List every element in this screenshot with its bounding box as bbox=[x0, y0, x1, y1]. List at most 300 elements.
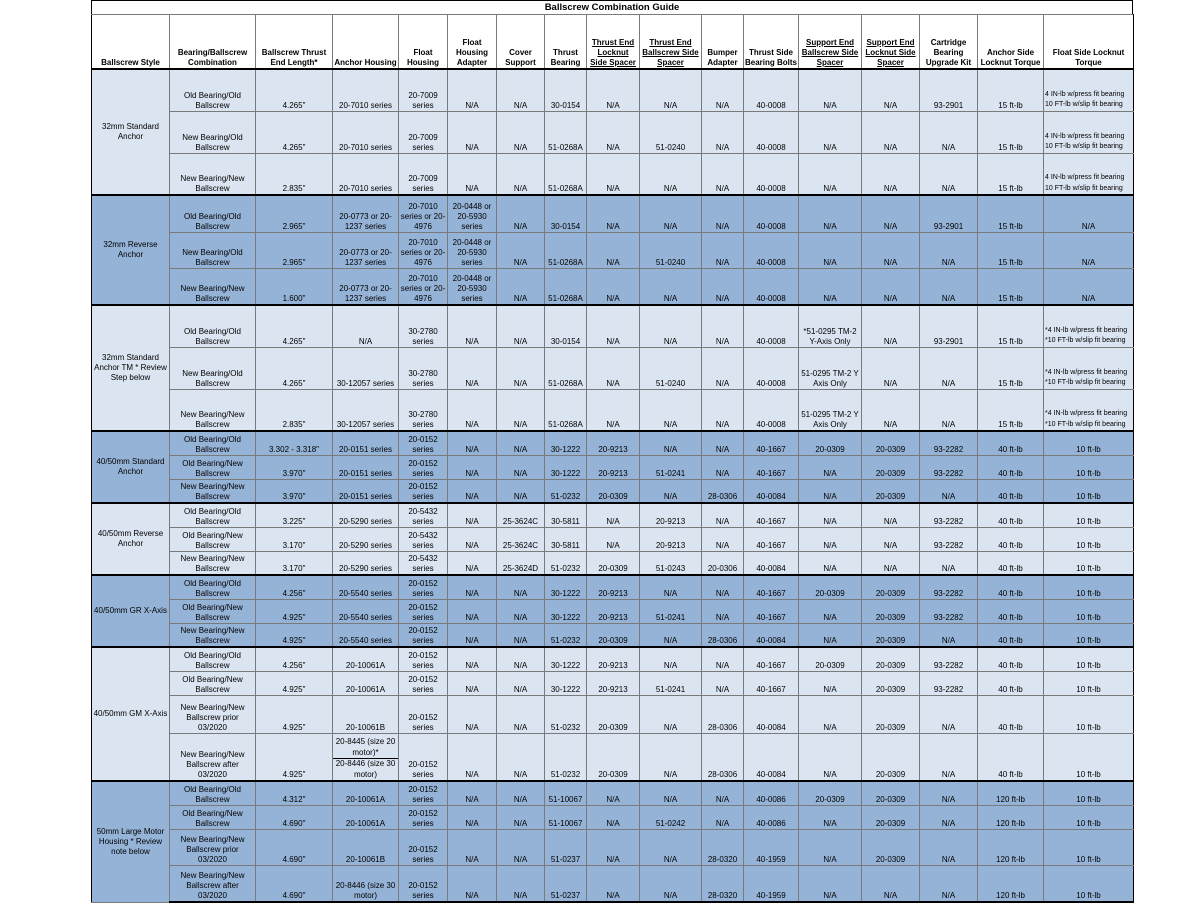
cell: New Bearing/Old Ballscrew bbox=[170, 111, 256, 153]
ballscrew-style-cell: 40/50mm GR X-Axis bbox=[92, 575, 170, 647]
cell: 28-0306 bbox=[702, 623, 744, 647]
cell: N/A bbox=[448, 503, 497, 527]
cell: Old Bearing/New Ballscrew bbox=[170, 527, 256, 551]
float-torque-line: *4 IN-lb w/press fit bearing bbox=[1045, 326, 1128, 334]
cell: 30-1222 bbox=[545, 431, 587, 455]
cell: 51-0268A bbox=[545, 347, 587, 389]
table-row bbox=[92, 647, 1134, 671]
cell: 40 ft-lb bbox=[978, 647, 1044, 671]
cell: 93-2282 bbox=[920, 647, 978, 671]
cell: N/A bbox=[497, 805, 545, 829]
cell: N/A bbox=[448, 479, 497, 503]
cell: N/A bbox=[702, 575, 744, 599]
cell: 20-0773 or 20-1237 series bbox=[333, 268, 399, 305]
table-row bbox=[92, 455, 1134, 479]
cell: 30-1222 bbox=[545, 575, 587, 599]
sheet-title: Ballscrew Combination Guide bbox=[91, 0, 1133, 14]
cell: 4.925" bbox=[256, 599, 333, 623]
cell: 40-1667 bbox=[744, 527, 799, 551]
cell: N/A bbox=[862, 305, 920, 347]
cell: 20-0309 bbox=[862, 575, 920, 599]
ballscrew-style-cell: 40/50mm Standard Anchor bbox=[92, 431, 170, 503]
header-cell: Bearing/Ballscrew Combination bbox=[170, 15, 256, 70]
float-torque-cell bbox=[1044, 111, 1134, 153]
cell: N/A bbox=[448, 551, 497, 575]
cell: N/A bbox=[702, 599, 744, 623]
cell: 40-0084 bbox=[744, 479, 799, 503]
cell: 20-10061B bbox=[333, 695, 399, 733]
cell: N/A bbox=[497, 232, 545, 268]
cell: N/A bbox=[799, 232, 862, 268]
cell: 93-2901 bbox=[920, 195, 978, 232]
table-row bbox=[92, 781, 1134, 805]
cell: N/A bbox=[448, 829, 497, 865]
cell: 28-0306 bbox=[702, 733, 744, 781]
cell: 20-10061A bbox=[333, 671, 399, 695]
cell: 93-2282 bbox=[920, 599, 978, 623]
cell: Old Bearing/New Ballscrew bbox=[170, 805, 256, 829]
cell: 51-0241 bbox=[640, 455, 702, 479]
cell: 30-2780 series bbox=[399, 389, 448, 431]
cell: N/A bbox=[702, 69, 744, 111]
cell: N/A bbox=[862, 347, 920, 389]
cell: 4.312" bbox=[256, 781, 333, 805]
cell: N/A bbox=[702, 431, 744, 455]
cell: Old Bearing/New Ballscrew bbox=[170, 455, 256, 479]
cell: 51-0232 bbox=[545, 695, 587, 733]
cell: N/A bbox=[497, 69, 545, 111]
cell: 20-0448 or 20-5930 series bbox=[448, 268, 497, 305]
cell: N/A bbox=[448, 111, 497, 153]
cell: 40-1667 bbox=[744, 599, 799, 623]
cell: 3.225" bbox=[256, 503, 333, 527]
cell: 93-2282 bbox=[920, 455, 978, 479]
header-cell: Thrust Bearing bbox=[545, 15, 587, 70]
cell: N/A bbox=[497, 781, 545, 805]
cell: 40-0008 bbox=[744, 153, 799, 195]
cell: 20-5432 series bbox=[399, 527, 448, 551]
cell: 40 ft-lb bbox=[978, 733, 1044, 781]
cell: 3.170" bbox=[256, 527, 333, 551]
cell: 51-0232 bbox=[545, 623, 587, 647]
cell: N/A bbox=[497, 695, 545, 733]
cell: 20-0309 bbox=[587, 623, 640, 647]
cell: N/A bbox=[448, 781, 497, 805]
cell: 40-0084 bbox=[744, 551, 799, 575]
cell: 51-0232 bbox=[545, 479, 587, 503]
cell: N/A bbox=[920, 551, 978, 575]
cell: 3.970" bbox=[256, 455, 333, 479]
cell: N/A bbox=[920, 153, 978, 195]
cell: *51-0295 TM-2 Y-Axis Only bbox=[799, 305, 862, 347]
table-row bbox=[92, 829, 1134, 865]
cell: N/A bbox=[862, 503, 920, 527]
header-cell bbox=[640, 15, 702, 70]
header-cell: Anchor Side Locknut Torque bbox=[978, 15, 1044, 70]
cell: N/A bbox=[587, 195, 640, 232]
cell: N/A bbox=[448, 455, 497, 479]
cell: N/A bbox=[448, 431, 497, 455]
cell: N/A bbox=[497, 431, 545, 455]
cell: 40-0086 bbox=[744, 805, 799, 829]
float-torque-line: *10 FT-lb w/slip fit bearing bbox=[1045, 420, 1126, 428]
cell: 20-0309 bbox=[799, 781, 862, 805]
cell: New Bearing/Old Ballscrew bbox=[170, 232, 256, 268]
cell: N/A bbox=[920, 623, 978, 647]
cell: 20-0151 series bbox=[333, 455, 399, 479]
cell: N/A bbox=[497, 305, 545, 347]
cell: 20-0309 bbox=[799, 431, 862, 455]
cell: N/A bbox=[702, 527, 744, 551]
cell: 15 ft-lb bbox=[978, 69, 1044, 111]
cell: N/A bbox=[497, 195, 545, 232]
header-cell: Cover Support bbox=[497, 15, 545, 70]
cell: 51-10067 bbox=[545, 805, 587, 829]
cell: 10 ft-lb bbox=[1044, 647, 1134, 671]
cell: 1.600" bbox=[256, 268, 333, 305]
cell: 4.265" bbox=[256, 347, 333, 389]
cell: 28-0306 bbox=[702, 695, 744, 733]
cell: N/A bbox=[497, 623, 545, 647]
cell: 15 ft-lb bbox=[978, 268, 1044, 305]
cell: 120 ft-lb bbox=[978, 829, 1044, 865]
cell: N/A bbox=[799, 695, 862, 733]
anchor-option: 20-8445 (size 20 motor)* bbox=[333, 737, 398, 759]
header-cell bbox=[862, 15, 920, 70]
cell: N/A bbox=[799, 503, 862, 527]
table-row bbox=[92, 695, 1134, 733]
cell: 51-0243 bbox=[640, 551, 702, 575]
cell: N/A bbox=[497, 733, 545, 781]
header-cell: Anchor Housing bbox=[333, 15, 399, 70]
cell: 51-0232 bbox=[545, 733, 587, 781]
cell: 93-2901 bbox=[920, 305, 978, 347]
cell: 40-1667 bbox=[744, 671, 799, 695]
cell: 20-9213 bbox=[587, 455, 640, 479]
header-cell: Ballscrew Thrust End Length* bbox=[256, 15, 333, 70]
cell: N/A bbox=[587, 305, 640, 347]
cell: 10 ft-lb bbox=[1044, 829, 1134, 865]
cell: 40 ft-lb bbox=[978, 695, 1044, 733]
cell: New Bearing/New Ballscrew prior 03/2020 bbox=[170, 829, 256, 865]
cell: 40-1667 bbox=[744, 431, 799, 455]
cell: 15 ft-lb bbox=[978, 305, 1044, 347]
cell: New Bearing/New Ballscrew after 03/2020 bbox=[170, 733, 256, 781]
cell: N/A bbox=[448, 575, 497, 599]
cell: 20-0309 bbox=[862, 671, 920, 695]
cell: N/A bbox=[448, 347, 497, 389]
cell: 40 ft-lb bbox=[978, 623, 1044, 647]
cell: N/A bbox=[862, 153, 920, 195]
cell: 4.265" bbox=[256, 69, 333, 111]
cell: 2.965" bbox=[256, 195, 333, 232]
cell: N/A bbox=[920, 805, 978, 829]
table-row bbox=[92, 268, 1134, 305]
cell: Old Bearing/Old Ballscrew bbox=[170, 195, 256, 232]
cell: 20-0152 series bbox=[399, 623, 448, 647]
cell: N/A bbox=[587, 781, 640, 805]
cell: 20-0309 bbox=[862, 431, 920, 455]
cell: N/A bbox=[920, 695, 978, 733]
cell: 15 ft-lb bbox=[978, 389, 1044, 431]
cell: N/A bbox=[799, 733, 862, 781]
cell: 4.256" bbox=[256, 575, 333, 599]
cell: N/A bbox=[587, 111, 640, 153]
cell: 20-7009 series bbox=[399, 153, 448, 195]
cell: 20-0309 bbox=[862, 623, 920, 647]
cell: 15 ft-lb bbox=[978, 111, 1044, 153]
cell: N/A bbox=[587, 829, 640, 865]
cell: 40 ft-lb bbox=[978, 455, 1044, 479]
cell: N/A bbox=[862, 69, 920, 111]
cell: 20-5432 series bbox=[399, 551, 448, 575]
cell: Old Bearing/Old Ballscrew bbox=[170, 69, 256, 111]
cell: 120 ft-lb bbox=[978, 805, 1044, 829]
cell: N/A bbox=[448, 305, 497, 347]
cell: N/A bbox=[640, 733, 702, 781]
cell: 20-9213 bbox=[587, 431, 640, 455]
cell: 28-0320 bbox=[702, 829, 744, 865]
cell: 20-0152 series bbox=[399, 695, 448, 733]
cell: 20-5540 series bbox=[333, 599, 399, 623]
cell: 20-0309 bbox=[587, 479, 640, 503]
cell: 4.925" bbox=[256, 623, 333, 647]
table-row bbox=[92, 599, 1134, 623]
cell: 20-7009 series bbox=[399, 69, 448, 111]
cell: 20-7010 series or 20-4976 bbox=[399, 232, 448, 268]
cell: 51-0268A bbox=[545, 111, 587, 153]
cell: 20-0448 or 20-5930 series bbox=[448, 195, 497, 232]
cell: N/A bbox=[497, 479, 545, 503]
cell: 20-10061A bbox=[333, 805, 399, 829]
cell: N/A bbox=[702, 671, 744, 695]
cell: Old Bearing/Old Ballscrew bbox=[170, 503, 256, 527]
cell: N/A bbox=[1044, 232, 1134, 268]
cell: 20-5540 series bbox=[333, 623, 399, 647]
cell: N/A bbox=[640, 153, 702, 195]
header-text: Thrust End Locknut Side Spacer bbox=[590, 38, 636, 67]
header-text: Support End Ballscrew Side Spacer bbox=[801, 38, 859, 67]
float-torque-line: *10 FT-lb w/slip fit bearing bbox=[1045, 379, 1126, 386]
cell: N/A bbox=[497, 575, 545, 599]
cell: N/A bbox=[587, 865, 640, 902]
cell: 30-0154 bbox=[545, 195, 587, 232]
cell: 40-1959 bbox=[744, 865, 799, 902]
cell: N/A bbox=[587, 805, 640, 829]
cell: N/A bbox=[587, 69, 640, 111]
cell: 10 ft-lb bbox=[1044, 431, 1134, 455]
cell: 93-2282 bbox=[920, 503, 978, 527]
cell: 51-0240 bbox=[640, 232, 702, 268]
float-torque-line: *4 IN-lb w/press fit bearing bbox=[1045, 368, 1128, 376]
ballscrew-style-cell: 40/50mm Reverse Anchor bbox=[92, 503, 170, 575]
ballscrew-style-cell: 40/50mm GM X-Axis bbox=[92, 647, 170, 781]
cell: 4.690" bbox=[256, 865, 333, 902]
cell: N/A bbox=[640, 829, 702, 865]
cell: 2.835" bbox=[256, 153, 333, 195]
cell: N/A bbox=[799, 455, 862, 479]
cell: 20-0152 series bbox=[399, 647, 448, 671]
table-row bbox=[92, 575, 1134, 599]
cell: N/A bbox=[862, 268, 920, 305]
cell: 40-1667 bbox=[744, 503, 799, 527]
cell: 20-7009 series bbox=[399, 111, 448, 153]
ballscrew-guide-sheet bbox=[91, 0, 1133, 903]
cell: N/A bbox=[497, 829, 545, 865]
cell: 20-0309 bbox=[862, 781, 920, 805]
cell: 20-7010 series bbox=[333, 69, 399, 111]
cell: 40-1667 bbox=[744, 575, 799, 599]
cell: 30-0154 bbox=[545, 69, 587, 111]
cell: 10 ft-lb bbox=[1044, 527, 1134, 551]
cell: 20-7010 series or 20-4976 bbox=[399, 268, 448, 305]
cell: 120 ft-lb bbox=[978, 781, 1044, 805]
cell: N/A bbox=[799, 69, 862, 111]
cell: 20-0309 bbox=[799, 575, 862, 599]
cell: N/A bbox=[702, 195, 744, 232]
cell: 20-9213 bbox=[587, 647, 640, 671]
cell: 20-0152 series bbox=[399, 865, 448, 902]
cell: N/A bbox=[862, 232, 920, 268]
float-torque-cell bbox=[1044, 69, 1134, 111]
cell: 51-0237 bbox=[545, 829, 587, 865]
cell: Old Bearing/Old Ballscrew bbox=[170, 647, 256, 671]
cell: 40 ft-lb bbox=[978, 551, 1044, 575]
cell: N/A bbox=[799, 865, 862, 902]
cell: 4.256" bbox=[256, 647, 333, 671]
cell: 20-0152 series bbox=[399, 455, 448, 479]
cell: 20-5540 series bbox=[333, 575, 399, 599]
cell: N/A bbox=[448, 389, 497, 431]
ballscrew-style-cell: 32mm Standard Anchor TM * Review Step below bbox=[92, 305, 170, 431]
float-torque-line: 10 FT-lb w/slip fit bearing bbox=[1045, 101, 1123, 108]
cell: N/A bbox=[640, 695, 702, 733]
cell: 40-0008 bbox=[744, 111, 799, 153]
table-row bbox=[92, 431, 1134, 455]
ballscrew-combination-table bbox=[91, 14, 1134, 903]
table-row bbox=[92, 733, 1134, 781]
cell: 40-0008 bbox=[744, 195, 799, 232]
cell: N/A bbox=[799, 623, 862, 647]
cell: 51-0241 bbox=[640, 671, 702, 695]
cell: 20-0151 series bbox=[333, 431, 399, 455]
cell: N/A bbox=[920, 268, 978, 305]
cell: N/A bbox=[862, 527, 920, 551]
cell: 10 ft-lb bbox=[1044, 575, 1134, 599]
cell: N/A bbox=[799, 111, 862, 153]
cell: 10 ft-lb bbox=[1044, 503, 1134, 527]
cell: N/A bbox=[640, 431, 702, 455]
cell: N/A bbox=[497, 347, 545, 389]
cell: 20-0773 or 20-1237 series bbox=[333, 232, 399, 268]
cell: 20-5290 series bbox=[333, 503, 399, 527]
cell: 20-7010 series bbox=[333, 153, 399, 195]
cell: 20-0773 or 20-1237 series bbox=[333, 195, 399, 232]
cell: 30-12057 series bbox=[333, 347, 399, 389]
cell: N/A bbox=[702, 153, 744, 195]
cell: 40-0008 bbox=[744, 389, 799, 431]
cell: 10 ft-lb bbox=[1044, 805, 1134, 829]
cell: 20-0152 series bbox=[399, 479, 448, 503]
cell: 20-7010 series bbox=[333, 111, 399, 153]
cell: N/A bbox=[702, 232, 744, 268]
cell: 20-9213 bbox=[587, 671, 640, 695]
cell: N/A bbox=[587, 389, 640, 431]
cell: N/A bbox=[640, 69, 702, 111]
cell: New Bearing/New Ballscrew bbox=[170, 479, 256, 503]
cell: N/A bbox=[702, 347, 744, 389]
cell: 51-0237 bbox=[545, 865, 587, 902]
cell: 40-0008 bbox=[744, 232, 799, 268]
cell: 10 ft-lb bbox=[1044, 781, 1134, 805]
anchor-option: 20-8446 (size 30 motor) bbox=[335, 759, 396, 779]
cell: N/A bbox=[920, 781, 978, 805]
anchor-housing-split-cell bbox=[333, 733, 399, 781]
table-row bbox=[92, 527, 1134, 551]
cell: N/A bbox=[640, 781, 702, 805]
cell: 20-0152 series bbox=[399, 805, 448, 829]
cell: 120 ft-lb bbox=[978, 865, 1044, 902]
cell: 30-5811 bbox=[545, 503, 587, 527]
cell: N/A bbox=[640, 305, 702, 347]
cell: 20-0309 bbox=[862, 599, 920, 623]
cell: N/A bbox=[448, 805, 497, 829]
cell: N/A bbox=[497, 599, 545, 623]
cell: N/A bbox=[640, 623, 702, 647]
cell: 20-0309 bbox=[862, 455, 920, 479]
float-torque-line: *4 IN-lb w/press fit bearing bbox=[1045, 410, 1128, 417]
cell: 20-0151 series bbox=[333, 479, 399, 503]
cell: N/A bbox=[799, 551, 862, 575]
cell: N/A bbox=[702, 111, 744, 153]
cell: 40 ft-lb bbox=[978, 431, 1044, 455]
cell: 2.835" bbox=[256, 389, 333, 431]
cell: 20-0152 series bbox=[399, 829, 448, 865]
table-row bbox=[92, 551, 1134, 575]
cell: 40-0008 bbox=[744, 305, 799, 347]
header-cell: Cartridge Bearing Upgrade Kit bbox=[920, 15, 978, 70]
cell: 20-0152 series bbox=[399, 671, 448, 695]
cell: 20-10061B bbox=[333, 829, 399, 865]
cell: 25-3624C bbox=[497, 503, 545, 527]
cell: 10 ft-lb bbox=[1044, 695, 1134, 733]
cell: 20-0306 bbox=[702, 551, 744, 575]
ballscrew-style-cell: 32mm Reverse Anchor bbox=[92, 195, 170, 305]
cell: 93-2282 bbox=[920, 527, 978, 551]
cell: N/A bbox=[862, 111, 920, 153]
cell: N/A bbox=[920, 829, 978, 865]
cell: 20-0309 bbox=[862, 805, 920, 829]
cell: 25-3624D bbox=[497, 551, 545, 575]
cell: 51-0295 TM-2 Y Axis Only bbox=[799, 347, 862, 389]
cell: N/A bbox=[920, 865, 978, 902]
cell: 40 ft-lb bbox=[978, 671, 1044, 695]
cell: N/A bbox=[640, 389, 702, 431]
table-row bbox=[92, 865, 1134, 902]
cell: 20-0152 series bbox=[399, 599, 448, 623]
cell: 4.925" bbox=[256, 733, 333, 781]
table-row bbox=[92, 805, 1134, 829]
cell: 4.925" bbox=[256, 695, 333, 733]
cell: 51-0232 bbox=[545, 551, 587, 575]
cell: 51-0241 bbox=[640, 599, 702, 623]
cell: New Bearing/New Ballscrew bbox=[170, 153, 256, 195]
cell: N/A bbox=[497, 671, 545, 695]
cell: 40 ft-lb bbox=[978, 527, 1044, 551]
cell: 40-0008 bbox=[744, 69, 799, 111]
cell: 30-2780 series bbox=[399, 305, 448, 347]
cell: N/A bbox=[799, 195, 862, 232]
